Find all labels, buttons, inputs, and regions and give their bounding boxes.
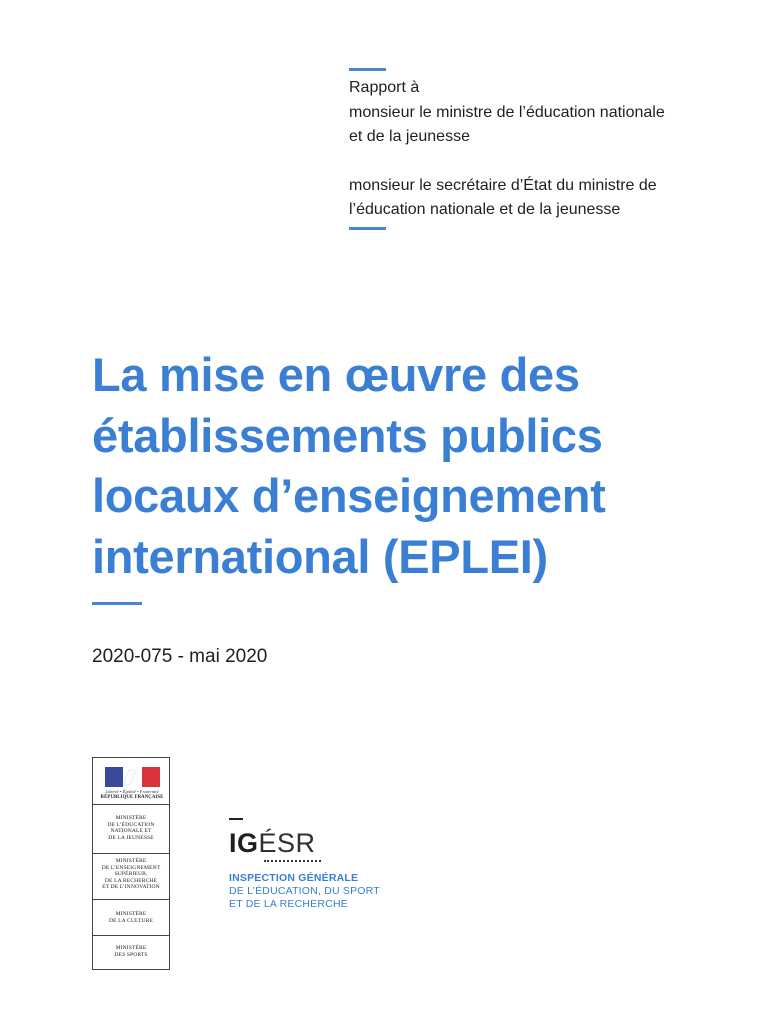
republique-label: RÉPUBLIQUE FRANÇAISE: [100, 795, 164, 800]
title-end-rule: [92, 602, 142, 605]
ministry-line: SUPÉRIEUR,: [114, 871, 148, 878]
ministry-line: DE LA CULTURE: [109, 917, 153, 924]
title-line: locaux d’enseignement: [92, 469, 606, 522]
igesr-dotted-divider: [264, 860, 321, 862]
report-addressee: [349, 76, 749, 223]
republique-francaise-logo: [93, 758, 169, 805]
addressee-end-rule: [349, 227, 386, 230]
ministry-culture: [93, 900, 169, 936]
ministry-higher-education: [93, 854, 169, 900]
ministry-line: DE L’ÉDUCATION: [107, 821, 155, 828]
igesr-wordmark-light: ÉSR: [258, 828, 316, 858]
republique-motto: Liberté • Égalité • Fraternité: [105, 789, 159, 794]
top-accent-rule: [349, 68, 386, 71]
ministry-line: NATIONALE ET: [110, 828, 152, 835]
report-title: [92, 345, 752, 587]
ministry-line: DES SPORTS: [114, 951, 148, 958]
ministry-sports: [93, 936, 169, 969]
ministry-line: MINISTÈRE: [115, 945, 147, 951]
igesr-wordmark-bold: IG: [229, 828, 259, 858]
ministry-line: MINISTÈRE: [115, 858, 147, 864]
title-line: établissements publics: [92, 408, 603, 462]
report-reference: 2020-075 - mai 2020: [92, 646, 268, 667]
addressee-line: monsieur le secrétaire d’État du ministre de: [349, 176, 657, 194]
ministry-line: DE LA RECHERCHE: [104, 877, 158, 884]
ministry-line: ET DE L’INNOVATION: [102, 884, 160, 891]
ministries-logo-block: [92, 757, 170, 970]
title-line: La mise en œuvre des: [92, 348, 580, 401]
igesr-name-line2: DE L’ÉDUCATION, DU SPORT: [229, 885, 380, 897]
title-line: international (EPLEI): [92, 529, 548, 583]
igesr-wordmark: [229, 828, 316, 859]
ministry-line: DE L’ENSEIGNEMENT: [101, 864, 161, 871]
igesr-name-line3: ET DE LA RECHERCHE: [229, 898, 348, 910]
igesr-accent-bar: [229, 818, 243, 820]
addressee-line: l’éducation nationale et de la jeunesse: [349, 201, 621, 218]
addressee-line: monsieur le ministre de l’éducation nationale: [349, 103, 665, 121]
ministry-line: DE LA JEUNESSE: [108, 834, 154, 841]
addressee-line: et de la jeunesse: [349, 128, 470, 145]
ministry-line: MINISTÈRE: [115, 911, 147, 917]
ministry-education: [93, 805, 169, 854]
marianne-profile-icon: [120, 767, 140, 787]
ministry-line: MINISTÈRE: [115, 815, 147, 821]
addressee-line: Rapport à: [349, 79, 420, 96]
igesr-name-line1: INSPECTION GÉNÉRALE: [229, 872, 359, 884]
